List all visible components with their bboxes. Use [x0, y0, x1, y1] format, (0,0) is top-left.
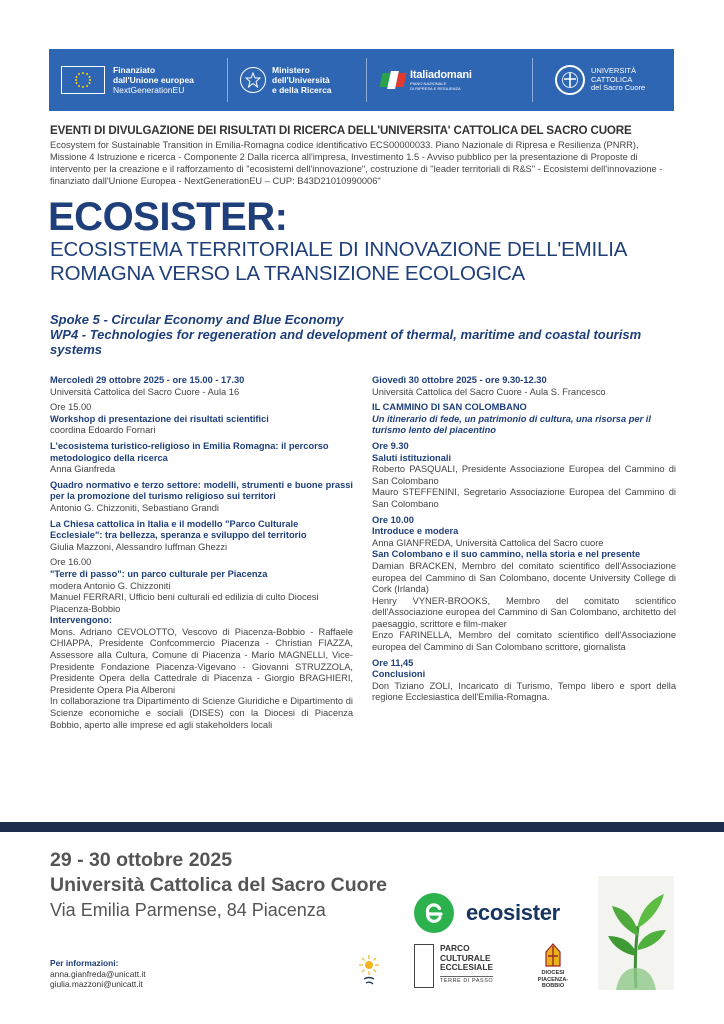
italiadomani-name: Italiadomani: [410, 69, 472, 81]
ecosister-logo: [414, 893, 560, 933]
day1-talk1-title: L'ecosistema turistico-religioso in Emilia Romagna: il percorso metodologico della ricerca: [50, 440, 329, 463]
spoke-block: [50, 312, 690, 357]
page-title: ECOSISTER:: [48, 195, 288, 239]
eu-line2: dall'Unione europea: [113, 75, 194, 85]
ucsc-line1: UNIVERSITÀ: [591, 66, 637, 76]
day2-section-title: San Colombano e il suo cammino, nella storia e nel presente: [372, 549, 641, 560]
parco-line1: PARCO: [440, 943, 470, 953]
day1-place: Università Cattolica del Sacro Cuore - Aula 16: [50, 386, 240, 397]
day2-time3: Ore 11,45: [372, 657, 414, 668]
diocesi-logo: [528, 942, 578, 990]
footer-address: Via Emilia Parmense, 84 Piacenza: [50, 900, 326, 920]
sun-logo: [354, 952, 384, 988]
plant-photo: [598, 876, 674, 990]
parco-line3: ECCLESIALE: [440, 962, 494, 972]
events-title: EVENTI DI DIVULGAZIONE DEI RISULTATI DI RICERCA DELL'UNIVERSITA' CATTOLICA DEL SACRO CUORE: [50, 124, 632, 137]
day2-intro-person: Anna GIANFREDA, Università Cattolica del Sacro cuore: [372, 537, 604, 548]
wp-line: WP4 - Technologies for regeneration and development of thermal, maritime and coastal tourism systems: [50, 327, 642, 357]
parco-line2: CULTURALE: [440, 952, 491, 963]
eu-flag-icon: [61, 66, 105, 94]
info-label: Per informazioni:: [50, 958, 119, 968]
parco-figure-icon: [414, 944, 434, 988]
italiadomani-mark-icon: [379, 69, 407, 91]
eu-funding-block: [49, 49, 227, 111]
day1-time2: Ore 16.00: [50, 557, 92, 568]
day1-talk3-title: La Chiesa cattolica in Italia e il modello "Parco Culturale Ecclesiale": tra bellezza, speranza e sviluppo del territorio: [50, 518, 307, 541]
day2-date: Giovedì 30 ottobre 2025 - ore 9.30-12.30: [372, 375, 547, 385]
republic-seal-icon: [240, 67, 266, 93]
day2-column: [372, 375, 676, 704]
page-subtitle: ECOSISTEMA TERRITORIALE DI INNOVAZIONE DELL'EMILIA ROMAGNA VERSO LA TRANSIZIONE ECOLOGICA: [50, 238, 627, 285]
day1-column: [50, 375, 353, 731]
day1-talk2-title: Quadro normativo e terzo settore: modelli, strumenti e buone prassi per la promozione del turismo religioso sui territori: [50, 479, 353, 502]
day1-time1: Ore 15.00: [50, 402, 92, 413]
contact-info: [50, 958, 146, 990]
italiadomani-sub1: PIANO NAZIONALE: [410, 81, 447, 86]
italiadomani-logo: [367, 49, 532, 111]
mur-line2: dell'Università: [272, 75, 330, 85]
day2-g2: Mauro STEFFENINI, Segretario Associazione Europea del Cammino di San Colombano: [372, 487, 676, 509]
day1-workshop: Workshop di presentazione dei risultati scientifici: [50, 413, 269, 424]
day2-g1: Roberto PASQUALI, Presidente Associazione Europea del Cammino di San Colombano: [372, 464, 676, 486]
day2-place: Università Cattolica del Sacro Cuore - Aula S. Francesco: [372, 386, 606, 397]
day2-s1: Damian BRACKEN, Membro del comitato scientifico dell'Associazione europea del Cammino di San Colombano, docente University College di Cork (Irlanda): [372, 560, 676, 595]
diocesi-line1: DIOCESI: [541, 970, 565, 976]
day1-ferrari: Manuel FERRARI, Ufficio beni culturali ed edilizia di culto Diocesi Piacenza-Bobbio: [50, 592, 319, 614]
mur-block: [228, 49, 366, 111]
day1-talk1-speaker: Anna Gianfreda: [50, 464, 116, 475]
diocesi-line2: PIACENZA-BOBBIO: [537, 976, 569, 989]
footer-venue: Università Cattolica del Sacro Cuore: [50, 874, 388, 896]
day2-title: IL CAMMINO DI SAN COLOMBANO: [372, 402, 527, 413]
mur-line3: e della Ricerca: [272, 85, 332, 95]
day1-collab: In collaborazione tra Dipartimento di Scienze Giuridiche e Dipartimento di Scienze economiche e sociali (DISES) con la Diocesi di Piacenza Bobbio, aperto alle imprese ed agli stakeholders locali: [50, 696, 353, 730]
ecosister-wordmark: ecosister: [466, 900, 560, 925]
spoke-line: Spoke 5 - Circular Economy and Blue Economy: [50, 312, 344, 327]
day1-talk3-speaker: Giulia Mazzoni, Alessandro Iuffman Ghezzi: [50, 541, 228, 552]
day2-s3: Enzo FARINELLA, Membro del comitato scientifico dell'Associazione europea del Cammino di San Colombano scrittore, giornalista: [372, 630, 676, 653]
mur-line1: Ministero: [272, 65, 310, 75]
ucsc-logo: [533, 49, 673, 111]
day2-greetings: Saluti istituzionali: [372, 452, 452, 463]
day2-subtitle: Un itinerario di fede, un patrimonio di cultura, una risorsa per il turismo lento del piacentino: [372, 413, 651, 436]
eu-line3: NextGenerationEU: [113, 85, 185, 95]
day1-interventions: Mons. Adriano CEVOLOTTO, Vescovo di Piacenza-Bobbio - Raffaele CHIAPPA, Presidente Confcommercio Piacenza - Christian FIAZZA, Assessore alla Cultura, Comune di Piacenza - Mario MAGNELLI, Vice-Presidente Fondazione Piacenza-Vigevano - Giovanni STRUZZOLA, Presidente Opera della Cattedrale di Piacenza - Giorgio BRAGHIERI, Presidente Opera Pia Alberoni: [50, 626, 353, 695]
day1-panel-title: "Terre di passo": un parco culturale per Piacenza: [50, 568, 268, 579]
parco-culturale-logo: [414, 944, 493, 988]
day1-interventions-label: Intervengono:: [50, 615, 112, 626]
diocesi-mitre-icon: [544, 942, 562, 968]
email-link-2[interactable]: giulia.mazzoni@unicatt.it: [50, 979, 143, 989]
parco-tagline: TERRE DI PASSO: [440, 977, 494, 984]
day2-s2: Henry VYNER-BROOKS, Membro del comitato scientifico dell'Associazione europea del Cammino di San Colombano, architetto del paesaggio, scrittore e film-maker: [372, 595, 676, 629]
day1-date: Mercoledì 29 ottobre 2025 - ore 15.00 - 17.30: [50, 375, 245, 385]
footer-dates: 29 - 30 ottobre 2025: [50, 849, 233, 871]
day2-conclusions: Conclusioni: [372, 669, 426, 680]
day2-intro-label: Introduce e modera: [372, 526, 459, 537]
eu-line1: Finanziato: [113, 65, 156, 75]
footer-divider: [0, 822, 724, 832]
day2-c1: Don Tiziano ZOLI, Incaricato di Turismo, Tempo libero e sport della regione Ecclesiastica dell'Emilia-Romagna.: [372, 680, 676, 703]
ucsc-line2: CATTOLICA: [591, 74, 633, 84]
header-banner: [49, 49, 674, 111]
day1-coord: coordina Edoardo Fornari: [50, 425, 156, 436]
day1-moderator: modera Antonio G. Chizzoniti: [50, 580, 171, 591]
ucsc-line3: del Sacro Cuore: [591, 83, 646, 93]
ucsc-crest-icon: [555, 65, 585, 95]
intro-text: Ecosystem for Sustainable Transition in Emilia-Romagna codice identificativo ECS00000033. Piano Nazionale di Ripresa e Resilienza (PNRR), Missione 4 Istruzione e ricerca - Componente 2 Dalla ricerca all'impresa, Investimento 1.5 - Avviso pubblico per la presentazione di Proposte di intervento per la creazione e il rafforzamento di "ecosistemi dell'innovazione", costruzione di "leader territoriali di R&S" - Ecosistemi dell'innovazione - finanziato dall'Unione Europea - NextGenerationEU – CUP: B43D21010990006": [50, 140, 663, 186]
ecosister-mark-icon: [414, 893, 454, 933]
day1-talk2-speaker: Antonio G. Chizzoniti, Sebastiano Grandi: [50, 502, 219, 513]
italiadomani-sub2: DI RIPRESA E RESILIENZA: [410, 86, 461, 91]
day2-time2: Ore 10.00: [372, 514, 414, 525]
email-link-1[interactable]: anna.gianfreda@unicatt.it: [50, 968, 146, 979]
day2-time1: Ore 9.30: [372, 440, 409, 451]
